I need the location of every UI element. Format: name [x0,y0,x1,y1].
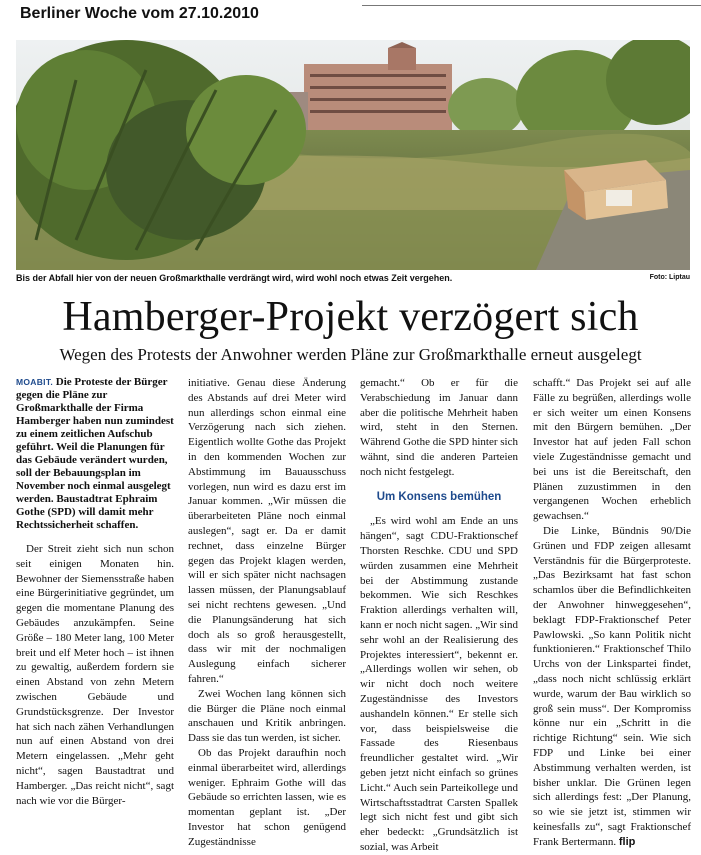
photo-caption: Bis der Abfall hier von der neuen Großmarkthalle verdrängt wird, wird wohl noch etwas Zeit vergehen. [16,273,453,283]
article-photo [16,40,690,270]
page-header [0,0,701,30]
photo-caption-row [16,273,690,287]
author-signature: flip [618,835,636,848]
column-4 [533,376,691,850]
body-paragraph [533,524,691,850]
body-paragraph: „Es wird wohl am Ende an uns hängen“, sagt CDU-Fraktionschef Thorsten Reschke. CDU und SPD würden zusammen eine Mehrheit bei der Abstimmung zustande bekommen. Wie sich Reschkes Fraktion allerdings verhalten will, kann er noch nicht sagen. „Wir sind sehr wohl an der Realisierung des Projektes interessiert“, bekennt er. „Allerdings wollen wir sehen, ob wir nicht doch noch weitere Zugeständnisse des Investors aushandeln können.“ Er stelle sich vor, dass beispielsweise die Fassade des Riesenbaus freundlicher gestaltet wird. „Wir geben jetzt nicht einfach so grünes Licht.“ Auch sein Parteikollege und Wirtschaftsstadtrat Carsten Spallek legt sich nicht fest und gibt sich eher bedeckt: „Grundsätzlich ist sozial, was Arbeit [360,515,518,853]
photo-credit: Foto: Liptau [649,274,690,281]
section-subtitle: Um Konsens bemühen [376,490,502,503]
body-paragraph: Der Streit zieht sich nun schon seit einigen Monaten hin. Bewohner der Siemensstraße haben eine Bürgerinitiative gegründet, um gegen die momentane Planung des Gebäudes anzukämpfen. Seine Größe – 180 Meter lang, 100 Meter breit und elf Meter hoch – ist ihnen zu gewaltig, außerdem fordern sie einen Abstand von zehn Metern zwischen Gebäude und Grundstücksgrenze. Der Investor hat sich nach zähen Verhandlungen nun auf einen Abstand von drei Metern eingelassen. „Mehr geht nicht“, sagen Baustadtrat und Hamberger. „Das reicht nicht“, sagt nach wie vor die Bürger- [16,543,174,807]
body-paragraph: schafft.“ Das Projekt sei auf alle Fälle zu begrüßen, allerdings wolle er sich weiter um einen Konsens mit den Bürgern bemühen. „Der Investor hat auf jeden Fall schon viele Zugeständnisse gemacht und bei uns ist die Bereitschaft, den Plänen zuzustimmen in den vergangenen Wochen erheblich gewachsen.“ [533,377,691,523]
lead-text: Die Proteste der Bürger gegen die Pläne zur Großmarkthalle der Firma Hamberger haben nun zumindest zu einem zeitlichen Aufschub geführt. Weil die Planungen für das Gebäude verändert wurden, soll der Bebauungsplan im November noch einmal ausgelegt werden. Baustadtrat Ephraim Gothe (SPD) will damit mehr Rechtssicherheit schaffen. [16,376,174,531]
headline: Hamberger-Projekt verzögert sich [62,294,639,340]
column-1 [16,376,174,808]
body-paragraph: Zwei Wochen lang können sich die Bürger die Pläne noch einmal anschauen und Kritik anbringen. Dass sie das tun werden, ist sicher. [188,687,346,745]
location-dateline: MOABIT. [16,377,54,387]
column-2 [188,376,346,850]
header-rule [362,5,701,6]
body-text: Die Linke, Bündnis 90/Die Grünen und FDP zeigen allesamt Verständnis für die Bürgerproteste. „Das Bezirksamt hat fast schon schamlos über die Befindlichkeiten der Anwohner hinweggesehen“, beklagt FDP-Fraktionschef Peter Pawlowski. „So kann Politik nicht funktionieren.“ Fraktionschef Thilo Urchs von der Linkspartei findet, „dass noch nicht schlüssig erklärt wurde, warum der Bau wirklich so groß sein muss“. Der Kompromiss könne nur ein „Schritt in die richtige Richtung“ sein. Wie sich FDP und Linke bei einer Abstimmung verhalten werden, ist bisher unklar. Die Grünen legen sich allerdings fest: „Der Planung, so wie sie jetzt ist, stimmen wir keinesfalls zu“, sagt Fraktionschef Frank Bertermann. [533,524,691,848]
publication-title: Berliner Woche vom 27.10.2010 [20,5,259,22]
body-paragraph: gemacht.“ Ob er für die Verabschiedung im Januar dann aber die politische Mehrheit haben wird, steht in den Sternen. Während Gothe die SPD hinter sich wähnt, sind die anderen Parteien noch nicht festgelegt. [360,377,518,478]
column-3 [360,376,518,855]
body-paragraph: initiative. Genau diese Änderung des Abstands auf drei Meter wird nun allerdings schon einmal eine Verzögerung nach sich ziehen. Eigentlich wollte Gothe das Projekt in den kommenden Wochen zur Abstimmung im Bauausschuss vorlegen, nun wird es dazu erst im Januar kommen. „Wir müssen die überarbeiteten Pläne noch einmal auslegen“, sagt er. Da er damit rechnet, dass einzelne Bürger gegen das Projekt klagen werden, will er sich später nicht nachsagen lassen müssen, der Planungsablauf sei nicht rechtens gewesen. „Und die Planungsänderung hat sich doch als so groß herausgestellt, dass wir mit der nochmaligen Auslegung einfach sicherer fahren.“ [188,377,346,685]
subheadline: Wegen des Protests der Anwohner werden Pläne zur Großmarkthalle erneut ausgelegt [59,345,642,364]
body-paragraph: Ob das Projekt daraufhin noch einmal überarbeitet wird, allerdings weniger. Ephraim Gothe will das Gebäude so errichten lassen, wie es momentan geplant ist. „Der Investor hat schon genügend Zugeständnisse [188,746,346,848]
lead-paragraph [16,376,174,532]
